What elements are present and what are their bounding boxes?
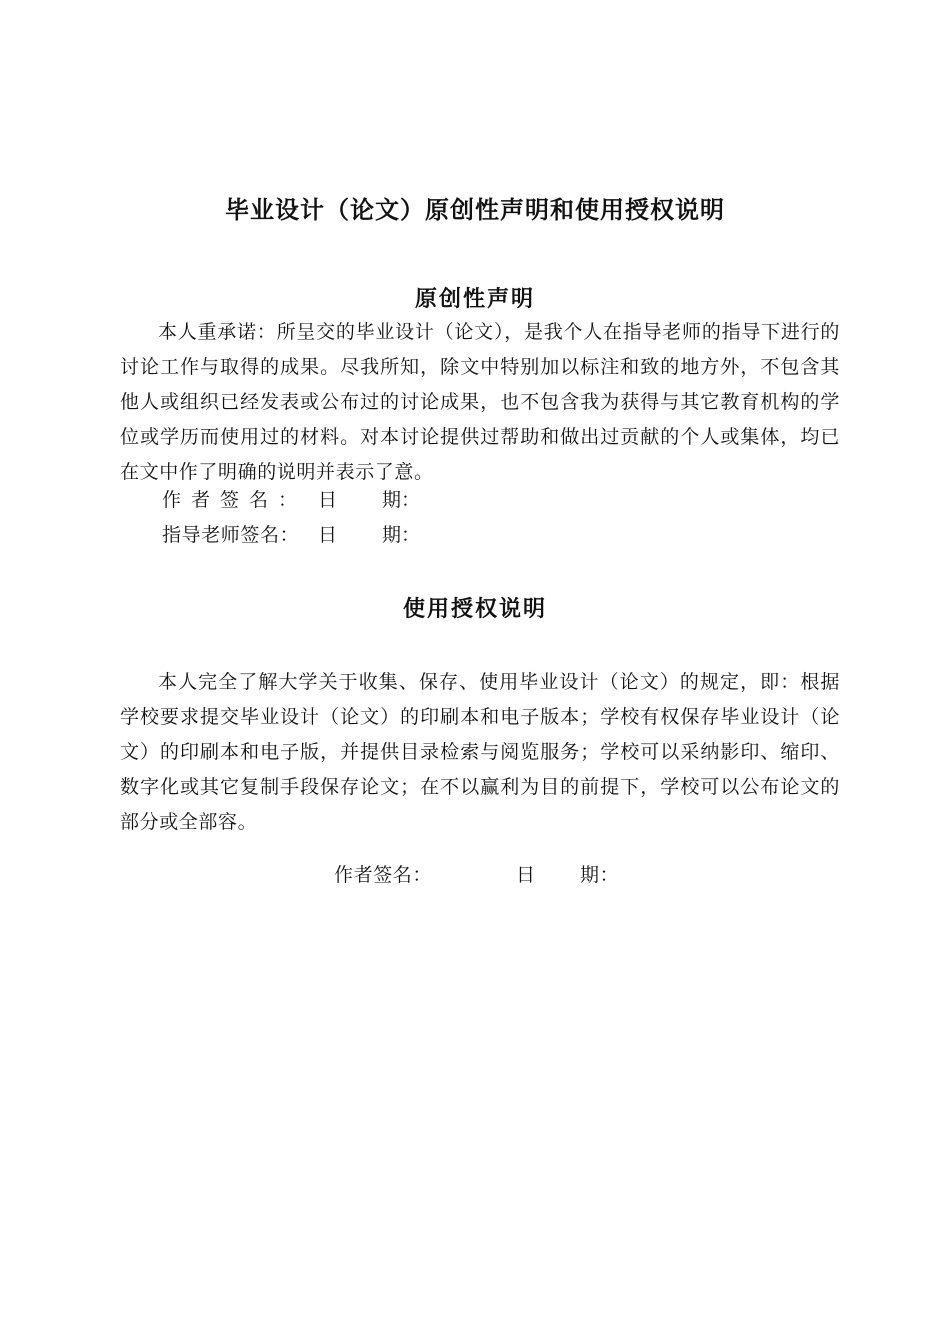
final-date-field — [516, 864, 619, 886]
advisor-signature-line — [162, 518, 420, 553]
author-date-field — [318, 489, 420, 511]
section-title-originality: 原创性声明 — [414, 286, 535, 312]
final-signature-line — [334, 858, 619, 893]
originality-statement-text: 本人重承诺：所呈交的毕业设计（论文），是我个人在指导老师的指导下进行的讨论工作与取得的成果。尽我所知，除文中特别加以标注和致的地方外，不包含其他人或组织已经发表或公布过的讨论成果，也不包含我为获得与其它教育机构的学位或学历而使用过的材料。对本讨论提供过帮助和做出过贡献的个人或集体，均已在文中作了明确的说明并表示了意。 — [120, 321, 840, 483]
author-signature-line — [162, 483, 420, 518]
author-signature-label: 作者签名： — [162, 489, 308, 511]
authorization-statement-text: 本人完全了解大学关于收集、保存、使用毕业设计（论文）的规定，即：根据学校要求提交毕业设计（论文）的印刷本和电子版本；学校有权保存毕业设计（论文）的印刷本和电子版，并提供目录检索与阅览服务；学校可以采纳影印、缩印、数字化或其它复制手段保存论文；在不以赢利为目的前提下，学校可以公布论文的部分或全部容。 — [120, 671, 840, 833]
date-label-char: 日 — [318, 524, 338, 546]
date-label-char: 期： — [382, 489, 421, 511]
date-label-char: 期： — [382, 524, 421, 546]
section-title-authorization: 使用授权说明 — [402, 596, 547, 622]
date-label-char: 日 — [516, 864, 536, 886]
advisor-signature-label: 指导老师签名： — [162, 524, 300, 546]
date-label-char: 日 — [318, 489, 338, 511]
advisor-date-field — [318, 524, 420, 546]
final-signature-label: 作者签名： — [334, 864, 433, 886]
date-label-char: 期： — [580, 864, 620, 886]
page-title: 毕业设计（论文）原创性声明和使用授权说明 — [225, 195, 725, 224]
